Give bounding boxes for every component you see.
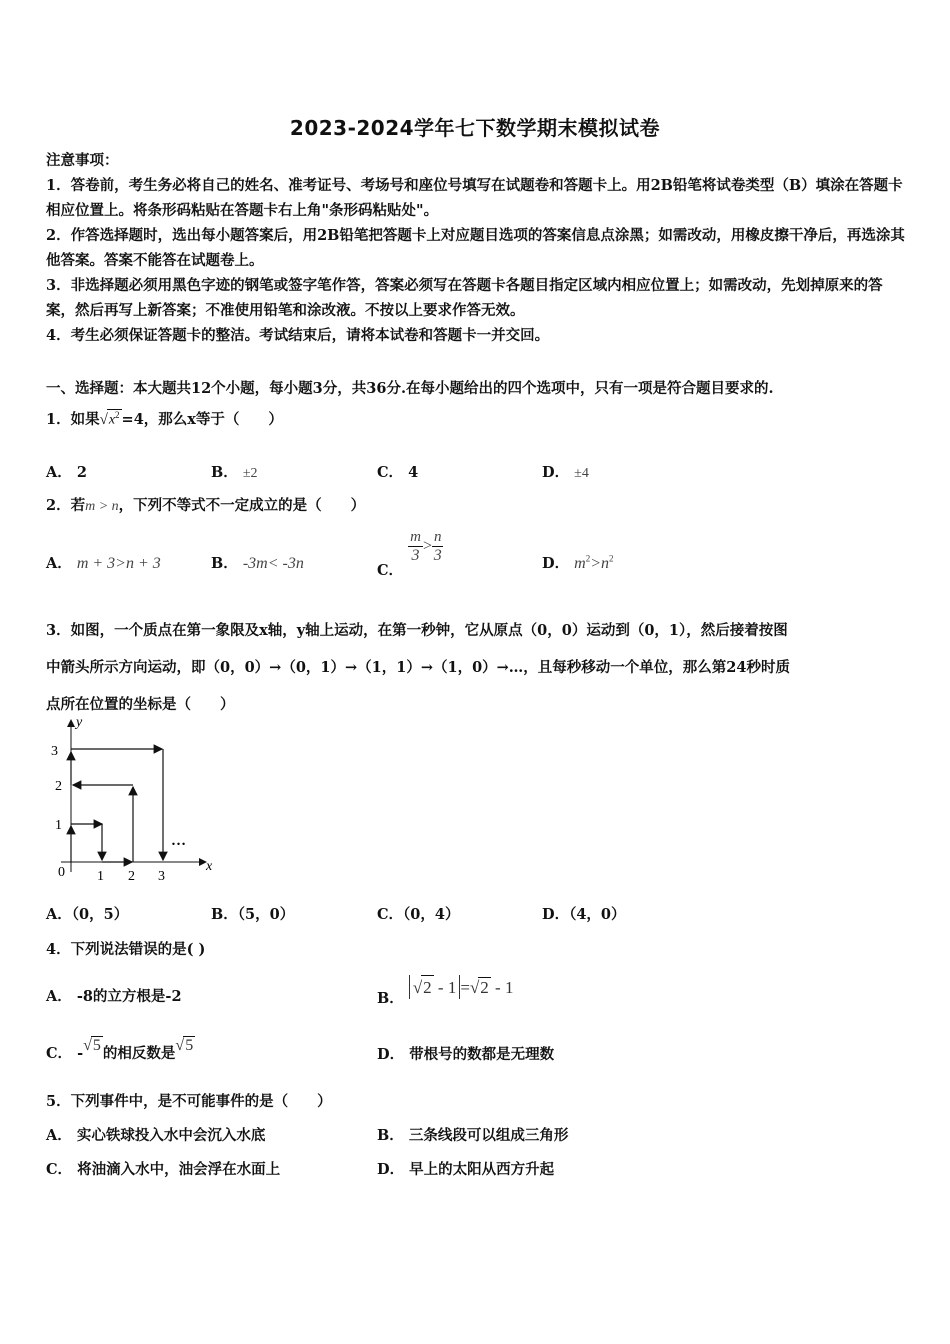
y-tick-2: 2 [55,779,62,794]
q2-condition: m > n [85,499,119,514]
q1-exponent: 2 [115,410,120,421]
q4-option-a[interactable]: A． -8的立方根是-2 [46,988,182,1005]
q3-option-d[interactable]: D．（4，0） [542,906,626,923]
page-title: 2023-2024学年七下数学期末模拟试卷 [289,116,661,140]
q5-option-a[interactable]: A． 实心铁球投入水中会沉入水底 [46,1127,266,1144]
ellipsis: … [171,833,186,849]
y-tick-1: 1 [55,818,62,833]
q2-option-a[interactable]: A． m + 3>n + 3 [46,555,161,572]
y-tick-3: 3 [51,744,58,759]
question-4: 4．下列说法错误的是( ) [46,941,206,958]
q2-option-c[interactable]: C． $\frac{m}{3}$ > $\frac{n}{3}$ [377,529,442,579]
section-heading: 一、选择题：本大题共12个小题，每小题3分，共36分.在每小题给出的四个选项中，只有一项是符合题目要求的. [46,380,774,397]
notice-item-2: 2．作答选择题时，选出每小题答案后，用2B铅笔把答题卡上对应题目选项的答案信息点涂黑；如需改动，用橡皮擦干净后，再选涂其他答案。答案不能答在试题卷上。 [46,227,905,269]
q1-option-b[interactable]: B． ±2 [211,464,258,481]
q3-figure [46,712,226,887]
q3-option-c[interactable]: C．（0，4） [377,906,460,923]
q3-option-a[interactable]: A．（0，5） [46,906,129,923]
q3-line-2: 中箭头所示方向运动，即（0，0）→（0，1）→（1，1）→（1，0）→…，且每秒移动一个单位，那么第24秒时质 [46,659,790,676]
question-1: 1．如果$√x^2 =4$，那么x等于（ ） [46,410,283,428]
x-tick-2: 2 [128,869,135,884]
x-tick-1: 1 [97,869,104,884]
q3-line-1: 3．如图，一个质点在第一象限及x轴，y轴上运动，在第一秒钟，它从原点（0，0）运动到（0，1），然后接着按图 [46,622,788,639]
question-5: 5．下列事件中，是不可能事件的是（ ） [46,1093,332,1110]
q5-option-c[interactable]: C． 将油滴入水中，油会浮在水面上 [46,1161,281,1178]
q4-option-b[interactable]: B． √2 - 1 =√2 - 1 [377,975,513,999]
q5-option-d[interactable]: D． 早上的太阳从西方升起 [377,1161,555,1178]
q2-option-b[interactable]: B． -3m< -3n [211,555,304,572]
q1-radicand: x [108,413,116,428]
notice-item-1: 1．答卷前，考生务必将自己的姓名、准考证号、考场号和座位号填写在试题卷和答题卡上。用2B铅笔将试卷类型（B）填涂在答题卡相应位置上。将条形码粘贴在答题卡右上角"条形码粘贴处"。 [46,177,903,219]
notice-item-4: 4．考生必须保证答题卡的整洁。考试结束后，请将本试卷和答题卡一并交回。 [46,327,550,344]
q5-option-b[interactable]: B． 三条线段可以组成三角形 [377,1127,569,1144]
question-3 [46,612,790,723]
y-axis-label: y [76,715,83,730]
q4-option-d[interactable]: D． 带根号的数都是无理数 [377,1046,555,1063]
x-tick-3: 3 [158,869,165,884]
q1-suffix: =4，那么x等于（ ） [121,411,283,428]
q1-option-c[interactable]: C． 4 [377,464,419,481]
q3-line-3: 点所在位置的坐标是（ ） [46,696,235,713]
notice-heading: 注意事项： [46,152,119,169]
question-2: 2．若m > n，下列不等式不一定成立的是（ ） [46,497,366,514]
q3-option-b[interactable]: B．（5，0） [211,906,295,923]
origin-label: 0 [58,865,65,880]
q1-option-a[interactable]: A． 2 [46,464,87,481]
notice-block [46,148,906,348]
notice-item-3: 3．非选择题必须用黑色字迹的钢笔或签字笔作答，答案必须写在答题卡各题目指定区域内相应位置上；如需改动，先划掉原来的答案，然后再写上新答案；不准使用铅笔和涂改液。不按以上要求作答无效。 [46,277,883,319]
q4-option-c[interactable]: C． -√5 的相反数是√5 [46,1037,194,1062]
q1-prefix: 1．如果 [46,411,100,428]
x-axis-label: x [206,859,213,874]
q1-option-d[interactable]: D． ±4 [542,464,589,481]
q2-option-d[interactable]: D． $m^2>n^2$ [542,553,614,572]
